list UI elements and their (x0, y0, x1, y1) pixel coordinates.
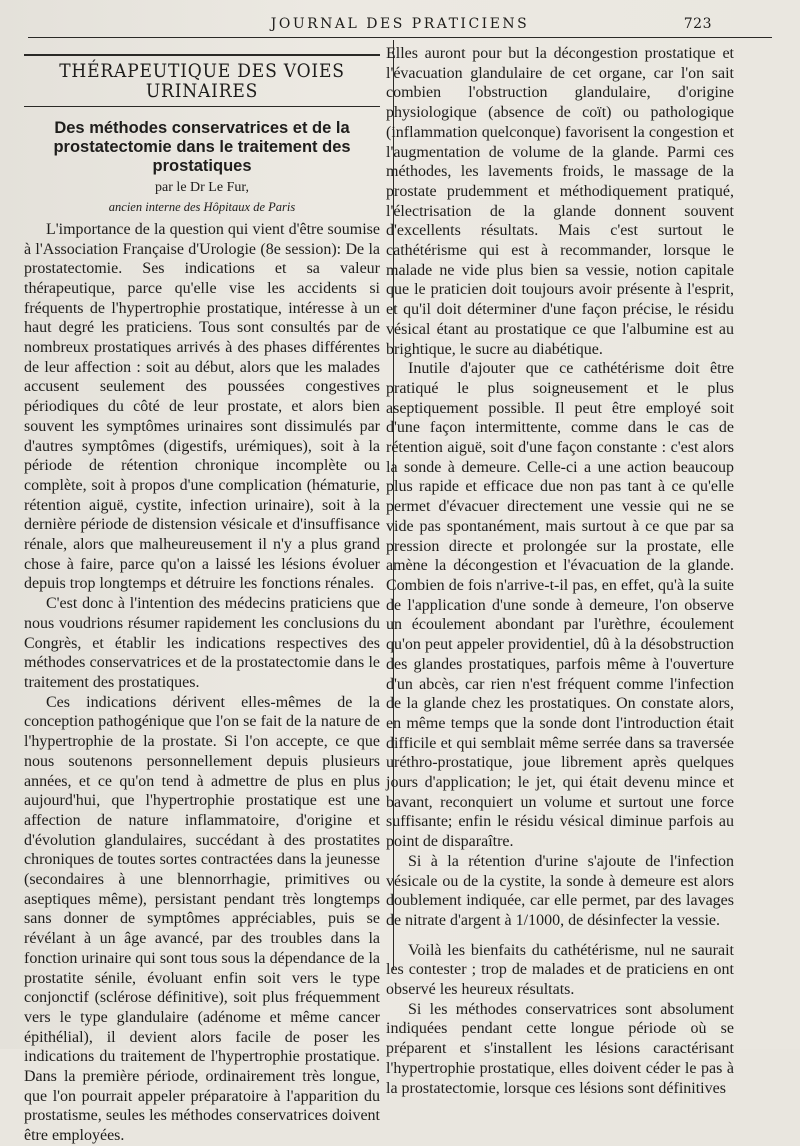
journal-title: JOURNAL DES PRATICIENS (270, 16, 530, 32)
running-head (0, 16, 800, 34)
right-column (386, 44, 734, 1098)
paragraph-8: Si les méthodes conservatrices sont absolument indiquées pendant cette longue période où se préparent et s'installent les lésions caractérisant l'hypertrophie prostatique, elles doivent céder le pas à la prostatectomie, lorsque ces lésions sont définitives (386, 1000, 734, 1097)
paragraph-5: Inutile d'ajouter que ce cathétérisme doit être pratiqué le plus soigneusement et le plus aseptiquement possible. Il peut être employé soit d'une façon intermittente, comme dans le cas de rétention aiguë, soit d'une façon constante : c'est alors la sonde à demeure. Celle-ci a une action beaucoup plus rapide et efficace due non pas tant à ce qu'elle permet d'évacuer directement une vessie qui ne se vide pas spontanément, mais surtout à ce que par sa pression directe et prolongée sur la prostate, elle amène la décongestion et l'évacuation de la glande. Combien de fois n'arrive-t-il pas, en effet, qu'à la suite de l'application d'une sonde à demeure, l'on observe un écoulement abondant par l'urèthre, écoulement qu'on peut appeler providentiel, dû à la désobstruction des glandes prostatiques, parfois même à l'ouverture d'un abcès, car rien n'est fréquent comme l'infection de la glande chez les prostatiques. On constate alors, en même temps que la sonde dont l'introduction était difficile et qui semblait même serrée dans sa traversée uréthro-prostatique, joue librement après quelques jours d'application; le jet, qui était devenu mince et bavant, reconquiert un volume et surtout une force suffisante; enfin le résidu vésical diminue parfois au point de disparaître. (386, 360, 734, 851)
paragraph-2: C'est donc à l'intention des médecins praticiens que nous voudrions résumer rapidement les conclusions du Congrès, et établir les indications respectives des méthodes conservatrices et de la prostatectomie dans le traitement des prostatiques. (24, 595, 380, 691)
article-title: Des méthodes conservatrices et de la prostatectomie dans le traitement des prostatiques (53, 119, 351, 176)
section-title: THÉRAPEUTIQUE DES VOIES URINAIRES (24, 62, 380, 107)
paragraph-3: Ces indications dérivent elles-mêmes de la conception pathogénique que l'on se fait de la nature de l'hypertrophie de la prostate. Si l'on accepte, ce que nous soutenons personnellement depuis plusieurs années, et ce qu'on tend à admettre de plus en plus aujourd'hui, que l'hypertrophie prostatique est une affection de nature inflammatoire, d'origine et d'évolution glandulaires, succédant à des prostatites chroniques de toutes sortes contractées dans la jeunesse (secondaires à une blennorrhagie, primitives ou aseptiques même), persistant pendant très longtemps sans donner de symptômes appréciables, puis se révélant à un âge avancé, par des troubles dans la fonction urinaire qui sont tous sous la dépendance de la prostatite sénile, évoluant enfin soit vers le type conjonctif (sclérose définitive), soit plus fréquemment vers le type glandulaire (adénome et même cancer épithélial), il devient alors facile de poser les indications du traitement de l'hypertrophie prostatique. Dans la première période, ordinairement très longue, que l'on pourrait appeler préparatoire à l'apparition du prostatisme, seules les méthodes conservatrices doivent être employées. (24, 693, 380, 1145)
paragraph-4: Elles auront pour but la décongestion prostatique et l'évacuation glandulaire de cet organe, car l'on sait combien l'obstruction glandulaire, d'origine physiologique (absence de coït) ou pathologique (inflammation quelconque) favorisent la congestion et l'augmentation de volume de la glande. Parmi ces méthodes, les lavements froids, le massage de la prostate prudemment et méthodiquement pratiqué, l'électrisation de la glande donnent souvent d'excellents résultats. Mais c'est surtout le cathétérisme qui est à recommander, lorsque le malade ne vide plus bien sa vessie, notion capitale que le praticien doit toujours avoir présente à l'esprit, et qu'il doit déterminer d'une façon précise, le résidu vésical étant au prostatique ce que l'albumine est au brightique, le sucre au diabétique. (386, 45, 734, 358)
header-rule (28, 37, 772, 38)
paragraph-7: Voilà les bienfaits du cathétérisme, nul ne saurait les contester ; trop de malades et de praticiens en ont observé les heureux résultats. (386, 941, 734, 999)
paragraph-6: Si à la rétention d'urine s'ajoute de l'infection vésicale ou de la cystite, la sonde à demeure est alors doublement indiquée, car elle permet, par des lavages de nitrate d'argent à 1/1000, de désinfecter la vessie. (386, 852, 734, 929)
page-number: 723 (683, 16, 712, 32)
author-affiliation: ancien interne des Hôpitaux de Paris (108, 200, 296, 215)
paragraph-1: L'importance de la question qui vient d'être soumise à l'Association Française d'Urologie (8e session): De la prostatectomie. Ses indications et sa valeur thérapeutique, parce qu'elle vise les accidents si fréquents de l'hypertrophie prostatique, intéresse à un haut degré les praticiens. Tous sont consultés par de nombreux prostatiques arrivés à des phases différentes de leur affection : soit au début, alors que les malades accusent seulement des poussées congestives périodiques du côté de leur prostate, et alors bien souvent les symptômes urinaires sont dissimulés par d'autres symptômes (digestifs, urémiques), soit à la période de rétention chronique incomplète ou complète, soit à propos d'une complication (hématurie, rétention aiguë, cystite, infection urinaire), soit à la dernière période de distension vésicale et d'insuffisance rénale, alors que malheureusement il n'y a plus grand chose à faire, parce qu'on a laissé les lésions évoluer depuis trop longtemps et détruire les fonctions rénales. (24, 220, 380, 593)
section-rule-thick (24, 54, 380, 56)
byline: par le Dr Le Fur, (155, 180, 249, 196)
left-column (24, 40, 380, 1146)
